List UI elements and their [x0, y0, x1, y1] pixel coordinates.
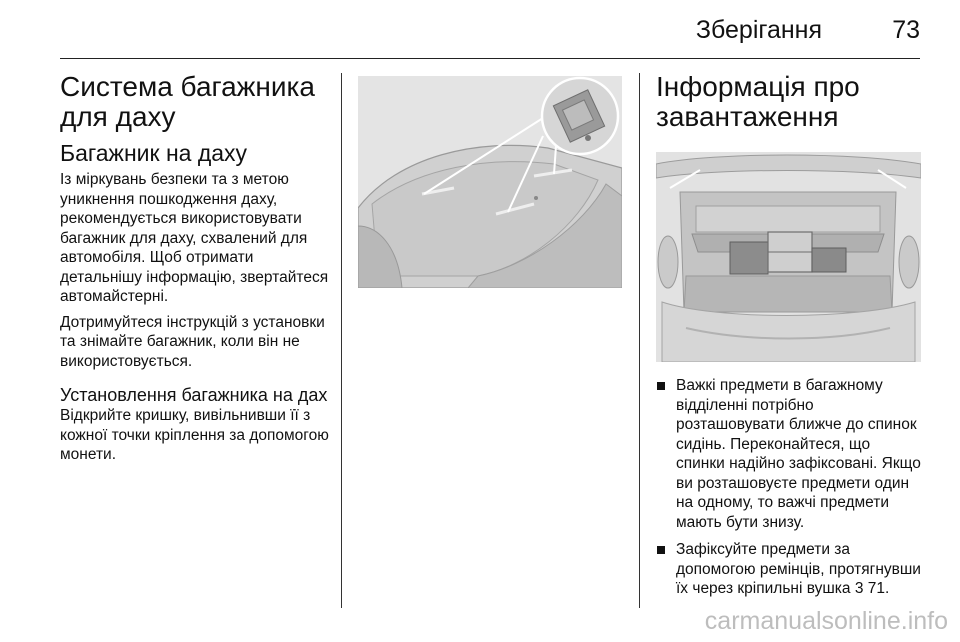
bullet-item-secure-items — [656, 540, 921, 599]
chapter-title: Зберігання — [695, 16, 822, 44]
roof-rack-illustration — [358, 76, 622, 288]
section-title-loading: Інформація про завантаження — [656, 71, 860, 132]
watermark: carmanualsonline.info — [704, 607, 948, 635]
page-header — [60, 0, 920, 59]
paragraph-safety: Із міркувань безпеки та з метою уникнення пошкодження даху, рекомендується використовувати багажник для даху, схвалений для автомобіля. Щоб отримати детальнішу інформацію, звертайтеся автомайстерні. — [60, 171, 329, 305]
bullet-square-icon — [657, 382, 665, 390]
page-number: 73 — [892, 16, 920, 44]
left-column — [60, 72, 335, 465]
bullet-item-heavy-items — [656, 376, 921, 532]
column-divider-left — [341, 73, 342, 608]
paragraph-install: Відкрийте кришку, вивільнивши її з кожної точки кріплення за допомогою монети. — [60, 407, 329, 463]
paragraph-instructions: Дотримуйтеся інструкцій з установки та знімайте багажник, коли він не використовується. — [60, 313, 325, 370]
bullet-text: Важкі предмети в багажному відділенні потрібно розташовувати ближче до спинок сидінь. Переконайтеся, що спинки надійно зафіксовані. Якщо ви розташовуєте предмети один на одному, то важчі предмети мають бути знизу. — [676, 377, 921, 531]
bullet-text: Зафіксуйте предмети за допомогою ремінців, протягнувши їх через кріпильні вушка — [676, 541, 921, 597]
section-title-roof-rack: Система багажника для даху — [60, 71, 315, 132]
bullet-square-icon — [657, 546, 665, 554]
right-column — [656, 72, 921, 132]
subsection-title-roof-rack: Багажник на даху — [60, 140, 248, 166]
trunk-drawing — [656, 152, 921, 362]
trunk-loading-illustration — [656, 152, 921, 362]
loading-bullets — [656, 362, 921, 607]
column-divider-right — [639, 73, 640, 608]
page-reference[interactable]: 3 71. — [854, 580, 890, 597]
roof-rack-drawing — [358, 76, 622, 288]
install-title: Установлення багажника на дах — [60, 385, 328, 405]
